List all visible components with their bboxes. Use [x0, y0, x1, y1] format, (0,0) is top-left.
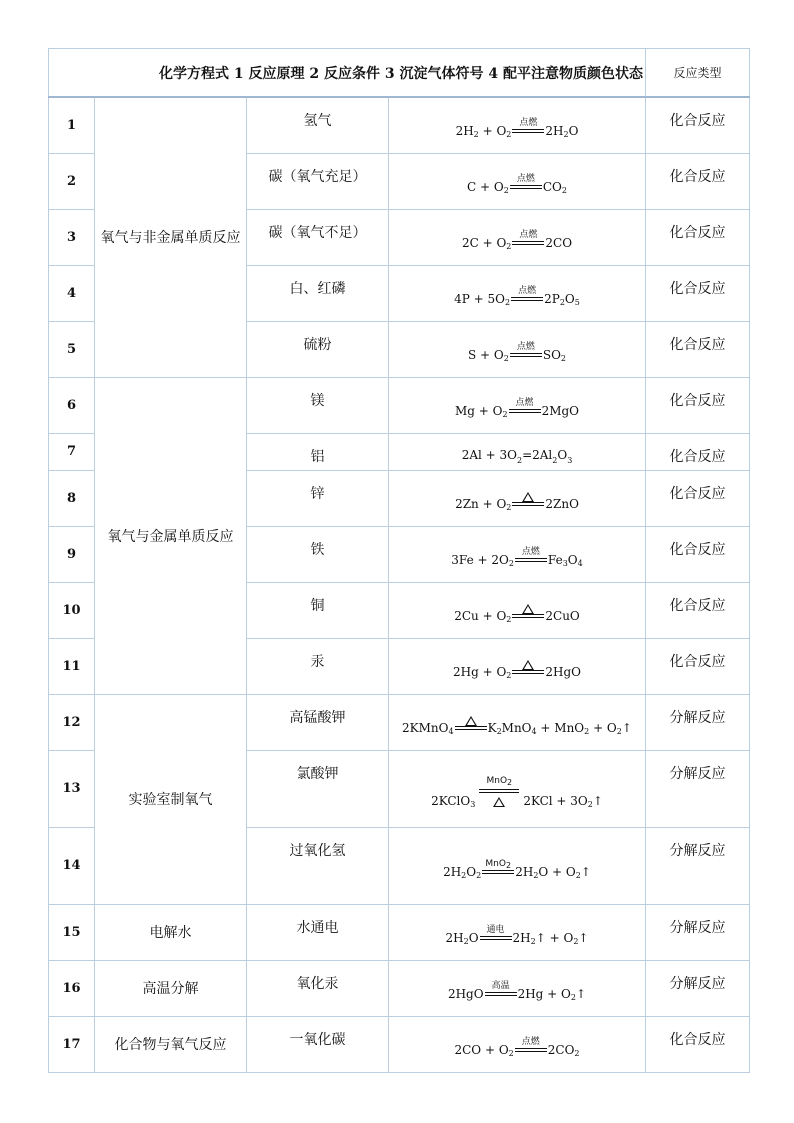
heat-triangle-icon: [465, 716, 477, 726]
chemical-equation: [389, 638, 646, 694]
condition-label: 点燃: [516, 174, 535, 184]
equation-reactants: 2HgO: [447, 987, 484, 1001]
equation-line: [454, 286, 580, 305]
reaction-type: 化合反应: [646, 377, 750, 433]
reaction-type-header: 反应类型: [646, 49, 750, 98]
chemical-equation: [389, 265, 646, 321]
equation-reactants: $2Cu + O_2$: [454, 608, 512, 624]
row-number: 3: [49, 209, 95, 265]
equals-sign: [509, 409, 541, 413]
row-number: 13: [49, 750, 95, 827]
equation-reactants: $2H_2O_2$: [443, 864, 482, 880]
equation-products: $2H_2O$ + $O_2↑$: [515, 864, 591, 880]
equation-line: [443, 859, 591, 878]
reaction-condition-stack: [479, 776, 519, 807]
reaction-category: 高温分解: [95, 960, 247, 1016]
equation-line: [455, 492, 579, 510]
equation-line: [448, 981, 586, 1000]
condition-label: 通电: [486, 925, 505, 935]
chemical-equation: [389, 526, 646, 582]
reaction-condition: [512, 604, 544, 622]
row-number: 17: [49, 1016, 95, 1072]
row-number: 14: [49, 827, 95, 904]
table-row: [49, 694, 750, 750]
reaction-condition: [485, 981, 517, 1000]
reaction-condition: [510, 342, 542, 361]
table-header-row: [49, 49, 750, 98]
equation-products: 2MgO: [541, 404, 580, 418]
reactant-substance: 碳（氧气不足）: [247, 209, 389, 265]
row-number: 1: [49, 97, 95, 153]
equals-sign: [515, 1048, 547, 1052]
chemical-equation: [389, 321, 646, 377]
row-number: 12: [49, 694, 95, 750]
equation-line: [453, 660, 581, 678]
equals-sign: [512, 670, 544, 674]
equation-products: $SO_2$: [542, 348, 566, 363]
equation-reactants: $2CO + O_2$: [454, 1043, 514, 1058]
reactant-substance: 白、红磷: [247, 265, 389, 321]
condition-label: 高温: [491, 981, 510, 991]
reaction-type: 化合反应: [646, 153, 750, 209]
reaction-type: 分解反应: [646, 904, 750, 960]
condition-label: 点燃: [519, 118, 538, 129]
chemical-equation: [389, 470, 646, 526]
reaction-type: 化合反应: [646, 97, 750, 153]
row-number: 4: [49, 265, 95, 321]
chemical-equation: [389, 209, 646, 265]
equation-line: [446, 925, 589, 944]
chemical-equation: [389, 750, 646, 827]
chemical-equation: [389, 153, 646, 209]
reactant-substance: 镁: [247, 377, 389, 433]
reaction-type: 分解反应: [646, 960, 750, 1016]
table-title: 化学方程式 1 反应原理 2 反应条件 3 沉淀气体符号 4 配平注意物质颜色状态: [95, 49, 646, 98]
equation-line: [402, 716, 632, 734]
row-number: 9: [49, 526, 95, 582]
reaction-type: 化合反应: [646, 526, 750, 582]
reaction-type: 化合反应: [646, 265, 750, 321]
row-number: 2: [49, 153, 95, 209]
reaction-condition: [511, 286, 543, 305]
chemical-equation: [389, 827, 646, 904]
condition-label: 点燃: [521, 1037, 540, 1047]
reactant-substance: 氧化汞: [247, 960, 389, 1016]
table-row: [49, 97, 750, 153]
row-number: 7: [49, 433, 95, 470]
reactant-substance: 水通电: [247, 904, 389, 960]
reaction-type: 化合反应: [646, 209, 750, 265]
reaction-condition: [512, 660, 544, 678]
equation-products: $Fe_3O_4$: [547, 553, 583, 568]
condition-label: 点燃: [515, 398, 534, 408]
equals-sign: [510, 353, 542, 357]
reactant-substance: 氯酸钾: [247, 750, 389, 827]
equals-sign: [479, 789, 519, 793]
row-number: 11: [49, 638, 95, 694]
reaction-condition: [482, 859, 514, 878]
table-row: [49, 377, 750, 433]
condition-label: 点燃: [521, 547, 540, 557]
condition-label: MnO$_2$: [485, 858, 512, 870]
reaction-category: 电解水: [95, 904, 247, 960]
reactant-substance: 汞: [247, 638, 389, 694]
reaction-type: 化合反应: [646, 582, 750, 638]
reaction-condition: [480, 925, 512, 944]
equals-sign: [510, 185, 542, 189]
equation-line: 2Al + 3O 2 =2Al 2 O 3: [461, 447, 573, 465]
equation-line: [454, 1037, 579, 1056]
reaction-type: 化合反应: [646, 470, 750, 526]
row-number: 6: [49, 377, 95, 433]
equation-products: 2CuO: [545, 608, 580, 623]
reaction-category: 氧气与金属单质反应: [95, 377, 247, 694]
reaction-condition: [512, 492, 544, 510]
equation-line: [468, 342, 566, 361]
equation-reactants: $2Zn + O_2$: [455, 496, 512, 512]
row-number: 5: [49, 321, 95, 377]
equals-sign: [512, 502, 544, 506]
equals-sign: [485, 992, 517, 996]
reaction-type: 化合反应: [646, 1016, 750, 1072]
heat-triangle-icon: [522, 660, 534, 670]
reaction-table-container: [48, 48, 749, 1073]
reactant-substance: 铝: [247, 433, 389, 470]
equation-reactants: 2KClO$_3$: [431, 793, 476, 809]
chemical-equation: [389, 582, 646, 638]
equation-line: [431, 776, 603, 807]
chemical-equation: [389, 694, 646, 750]
reaction-condition: [510, 174, 542, 193]
equals-sign: [480, 936, 512, 940]
reactant-substance: 铁: [247, 526, 389, 582]
equals-sign: [482, 870, 514, 874]
equation-products: 2HgO: [545, 664, 582, 679]
reaction-type: 分解反应: [646, 827, 750, 904]
equals-sign: [512, 129, 544, 133]
chemical-equation: [389, 960, 646, 1016]
table-row: [49, 960, 750, 1016]
reaction-type: 化合反应: [646, 433, 750, 470]
row-number: 8: [49, 470, 95, 526]
heat-triangle-icon: [493, 797, 505, 807]
equation-line: [467, 174, 567, 193]
table-row: [49, 1016, 750, 1072]
equation-reactants: $S + O_2$: [468, 348, 509, 363]
equation-products: $2H_2O$: [545, 124, 579, 140]
equation-line: [462, 230, 572, 249]
reaction-type: 化合反应: [646, 638, 750, 694]
equation-reactants: $2H_2 + O_2$: [455, 124, 512, 140]
equation-line: [454, 604, 580, 622]
chemical-equation: [389, 377, 646, 433]
equation-products: $2KCl + 3O_2↑$: [523, 793, 603, 809]
equation-line: [455, 118, 579, 140]
condition-label: 点燃: [518, 286, 537, 296]
row-number: 10: [49, 582, 95, 638]
equals-sign: [512, 241, 544, 245]
reactant-substance: 过氧化氢: [247, 827, 389, 904]
reactant-substance: 碳（氧气充足）: [247, 153, 389, 209]
reactant-substance: 氢气: [247, 97, 389, 153]
equals-sign: [455, 726, 487, 730]
equation-products: $2H_2↑$ + $O_2↑$: [512, 931, 589, 946]
equation-products: 2ZnO: [545, 496, 579, 511]
reaction-condition: [515, 547, 547, 566]
chemical-equation: [389, 1016, 646, 1072]
equation-reactants: 2KMnO$_4$: [402, 720, 454, 736]
row-number: 15: [49, 904, 95, 960]
equation-line: [451, 547, 582, 566]
row-number: 16: [49, 960, 95, 1016]
table-body: [49, 97, 750, 1072]
equals-sign: [512, 614, 544, 618]
reactant-substance: 一氧化碳: [247, 1016, 389, 1072]
equation-line: [455, 398, 579, 417]
equation-reactants: $C + O_2$: [467, 180, 509, 195]
reactant-substance: 高锰酸钾: [247, 694, 389, 750]
chemical-equation: [389, 904, 646, 960]
reaction-category: 化合物与氧气反应: [95, 1016, 247, 1072]
reaction-type: 化合反应: [646, 321, 750, 377]
equation-products: $CO_2$: [542, 180, 567, 195]
condition-label: 点燃: [519, 230, 538, 240]
equals-sign: [511, 297, 543, 301]
reactant-substance: 铜: [247, 582, 389, 638]
equation-products: $K_2MnO_4 + MnO_2$ + $O_2↑$: [487, 720, 632, 736]
equation-reactants: $2Hg + O_2$: [452, 664, 512, 680]
equation-products: 2CO: [545, 236, 573, 250]
equation-products: $2CO_2$: [547, 1043, 580, 1058]
equation-reactants: $4P + 5O_2$: [454, 292, 511, 307]
reaction-condition: [512, 118, 544, 137]
reactant-substance: 锌: [247, 470, 389, 526]
reaction-table: [48, 48, 750, 1073]
reaction-condition: [512, 230, 544, 249]
equation-reactants: $3Fe + 2O_2$: [451, 553, 514, 568]
equals-sign: [515, 558, 547, 562]
reaction-type: 分解反应: [646, 750, 750, 827]
heat-triangle-icon: [522, 604, 534, 614]
equation-products: $2P_2O_5$: [544, 292, 580, 307]
heat-triangle-icon: [522, 492, 534, 502]
reaction-condition: [455, 716, 487, 734]
reaction-condition: [515, 1037, 547, 1056]
chemical-equation: [389, 97, 646, 153]
reaction-type: 分解反应: [646, 694, 750, 750]
header-blank-cell: [49, 49, 95, 98]
reaction-category: 氧气与非金属单质反应: [95, 97, 247, 377]
equation-products: $2Hg + O_2↑$: [517, 987, 587, 1002]
equation-reactants: $Mg + O_2$: [454, 404, 508, 419]
equation-reactants: $2H_2O$: [445, 931, 479, 946]
catalyst-label: MnO$_2$: [486, 775, 513, 787]
condition-label: 点燃: [516, 342, 535, 352]
table-row: [49, 904, 750, 960]
chemical-equation: [389, 433, 646, 470]
reaction-category: 实验室制氧气: [95, 694, 247, 904]
equation-reactants: $2C + O_2$: [461, 236, 512, 251]
reactant-substance: 硫粉: [247, 321, 389, 377]
reaction-condition: [509, 398, 541, 417]
